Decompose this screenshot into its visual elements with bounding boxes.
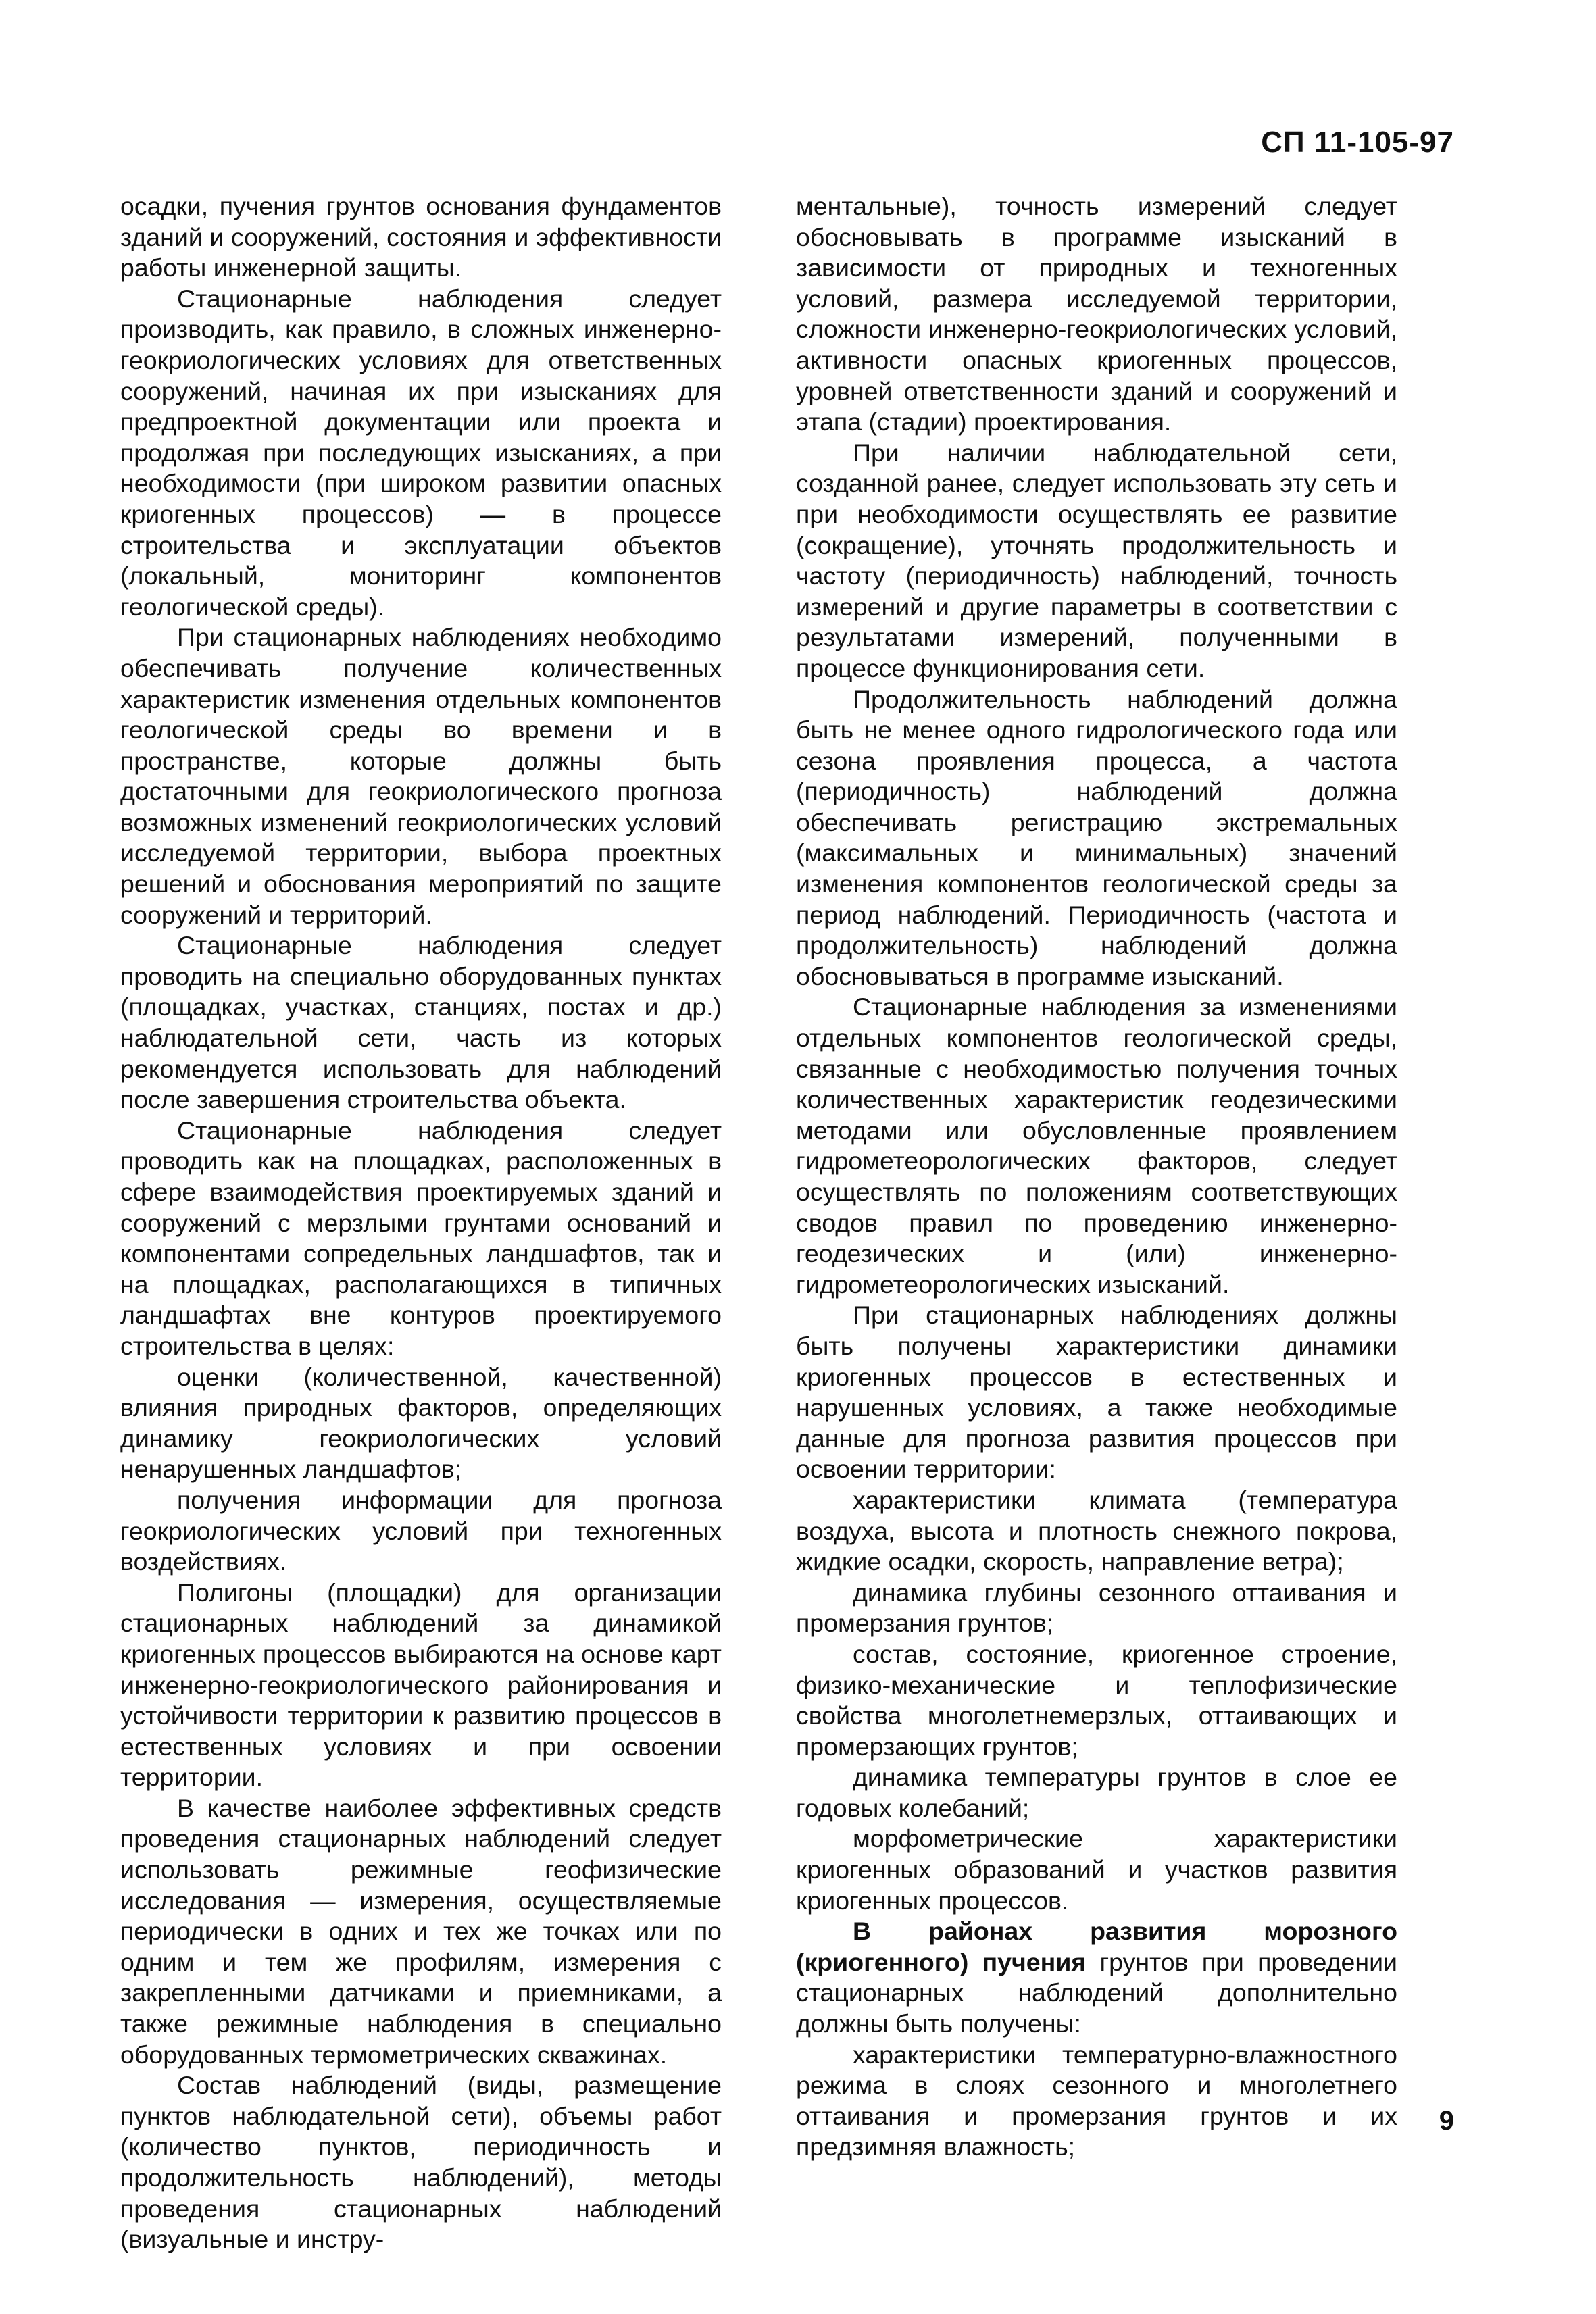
list-item: получения информации для прогноза геокриологических условий при техногенных воздействиях. [120,1485,722,1576]
left-column [120,191,722,2255]
paragraph [796,1916,1397,2039]
paragraph: При наличии наблюдательной сети, созданной ранее, следует использовать эту сеть и при необходимости осуществлять ее развитие (сокращение), уточнять продолжительность и частоту (периодичность) наблюдений, точность измерений и другие параметры в соответствии с результатами измерений, полученными в процессе функционирования сети. [796,438,1397,682]
list-item: динамика глубины сезонного оттаивания и промерзания грунтов; [796,1578,1397,1638]
list-item: характеристики температурно-влажностного режима в слоях сезонного и многолетнего оттаивания и промерзания грунтов и их предзимняя влажность; [796,2040,1397,2161]
paragraph: осадки, пучения грунтов основания фундаментов зданий и сооружений, состояния и эффективности работы инженерной защиты. [120,192,722,282]
paragraph: Полигоны (площадки) для организации стационарных наблюдений за динамикой криогенных процессов выбираются на основе карт инженерно-геокриологического районирования и устойчивости территории к развитию процессов в естественных условиях и при освоении территории. [120,1578,722,1792]
bold-heading-text: В районах развития морозного (криогенного) пучения [796,1917,1397,1976]
page-number: 9 [1439,2106,1454,2136]
right-column [796,191,1397,2163]
paragraph: Стационарные наблюдения следует производить, как правило, в сложных инженерно-геокриологических условиях для ответственных сооружений, начиная их при изысканиях для предпроектной документации или проекта и продолжая при последующих изысканиях, а при необходимости (при широком развитии опасных криогенных процессов) — в процессе строительства и эксплуатации объектов (локальный, мониторинг компонентов геологической среды). [120,284,722,621]
document-code: СП 11-105-97 [1261,126,1454,159]
paragraph-text: грунтов при проведении стационарных наблюдений дополнительно должны быть получены: [796,1947,1397,2038]
list-item: динамика температуры грунтов в слое ее годовых колебаний; [796,1763,1397,1822]
paragraph: Состав наблюдений (виды, размещение пунктов наблюдательной сети), объемы работ (количество пунктов, периодичность и продолжительность наблюдений), методы проведения стационарных наблюдений (визуальные и инстру- [120,2071,722,2254]
paragraph: При стационарных наблюдениях необходимо обеспечивать получение количественных характеристик изменения отдельных компонентов геологической среды во времени и в пространстве, которые должны быть достаточными для геокриологического прогноза возможных изменений геокриологических условий исследуемой территории, выбора проектных решений и обоснования мероприятий по защите сооружений и территорий. [120,623,722,929]
paragraph: ментальные), точность измерений следует обосновывать в программе изысканий в зависимости от природных и техногенных условий, размера исследуемой территории, сложности инженерно-геокриологических условий, активности опасных криогенных процессов, уровней ответственности зданий и сооружений и этапа (стадии) проектирования. [796,192,1397,436]
list-item: оценки (количественной, качественной) влияния природных факторов, определяющих динамику геокриологических условий ненарушенных ландшафтов; [120,1362,722,1484]
list-item: состав, состояние, криогенное строение, физико-механические и теплофизические свойства многолетнемерзлых, оттаивающих и промерзающих грунтов; [796,1639,1397,1761]
paragraph: Стационарные наблюдения за изменениями отдельных компонентов геологической среды, связанные с необходимостью получения точных количественных характеристик геодезическими методами или обусловленные проявлением гидрометеорологических факторов, следует осуществлять по положениям соответствующих сводов правил по проведению инженерно-геодезических и (или) инженерно-гидрометеорологических изысканий. [796,992,1397,1299]
paragraph: Стационарные наблюдения следует проводить как на площадках, расположенных в сфере взаимодействия проектируемых зданий и сооружений с мерзлыми грунтами оснований и компонентами сопредельных ландшафтов, так и на площадках, располагающихся в типичных ландшафтах вне контуров проектируемого строительства в целях: [120,1115,722,1360]
paragraph: Продолжительность наблюдений должна быть не менее одного гидрологического года или сезона проявления процесса, а частота (периодичность) наблюдений должна обеспечивать регистрацию экстремальных (максимальных и минимальных) значений изменения компонентов геологической среды за период наблюдений. Периодичность (частота и продолжительность) наблюдений должна обосновываться в программе изысканий. [796,684,1397,990]
list-item: морфометрические характеристики криогенных образований и участков развития криогенных процессов. [796,1824,1397,1915]
paragraph: Стационарные наблюдения следует проводить на специально оборудованных пунктах (площадках, участках, станциях, постах и др.) наблюдательной сети, часть из которых рекомендуется использовать для наблюдений после завершения строительства объекта. [120,931,722,1114]
paragraph: При стационарных наблюдениях должны быть получены характеристики динамики криогенных процессов в естественных и нарушенных условиях, а также необходимые данные для прогноза развития процессов при освоении территории: [796,1301,1397,1484]
list-item: характеристики климата (температура воздуха, высота и плотность снежного покрова, жидкие осадки, скорость, направление ветра); [796,1485,1397,1576]
paragraph: В качестве наиболее эффективных средств проведения стационарных наблюдений следует использовать режимные геофизические исследования — измерения, осуществляемые периодически в одних и тех же точках или по одним и тем же профилям, измерения с закрепленными датчиками и приемниками, а также режимные наблюдения в специально оборудованных термометрических скважинах. [120,1793,722,2069]
